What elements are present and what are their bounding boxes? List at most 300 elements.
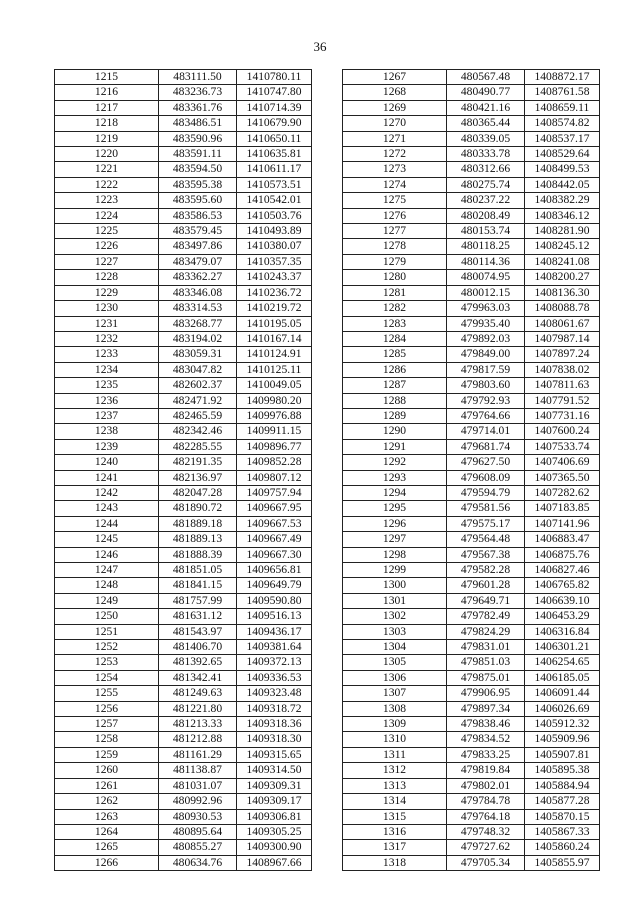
table-row [55, 224, 312, 239]
table-row [343, 485, 600, 500]
point-number-cell: 1236 [55, 393, 159, 408]
table-row [343, 563, 600, 578]
table-row [343, 224, 600, 239]
table-row [343, 470, 600, 485]
x-coordinate-cell: 479627.50 [447, 455, 525, 470]
y-coordinate-cell: 1410542.01 [237, 193, 312, 208]
x-coordinate-cell: 481031.07 [159, 778, 237, 793]
y-coordinate-cell: 1408200.27 [525, 270, 600, 285]
point-number-cell: 1276 [343, 208, 447, 223]
table-row [55, 347, 312, 362]
point-number-cell: 1255 [55, 686, 159, 701]
table-row [343, 655, 600, 670]
table-row [343, 424, 600, 439]
y-coordinate-cell: 1409314.50 [237, 763, 312, 778]
point-number-cell: 1264 [55, 824, 159, 839]
x-coordinate-cell: 482602.37 [159, 378, 237, 393]
table-row [55, 532, 312, 547]
y-coordinate-cell: 1408281.90 [525, 224, 600, 239]
point-number-cell: 1234 [55, 362, 159, 377]
table-row [343, 547, 600, 562]
table-row [343, 254, 600, 269]
x-coordinate-cell: 480114.36 [447, 254, 525, 269]
point-number-cell: 1237 [55, 408, 159, 423]
table-row [55, 439, 312, 454]
x-coordinate-cell: 481757.99 [159, 593, 237, 608]
point-number-cell: 1317 [343, 840, 447, 855]
point-number-cell: 1292 [343, 455, 447, 470]
x-coordinate-cell: 479819.84 [447, 763, 525, 778]
x-coordinate-cell: 480567.48 [447, 70, 525, 85]
point-number-cell: 1247 [55, 563, 159, 578]
x-coordinate-cell: 480855.27 [159, 840, 237, 855]
y-coordinate-cell: 1409656.81 [237, 563, 312, 578]
x-coordinate-cell: 480208.49 [447, 208, 525, 223]
table-row [55, 85, 312, 100]
x-coordinate-cell: 483268.77 [159, 316, 237, 331]
y-coordinate-cell: 1409590.80 [237, 593, 312, 608]
point-number-cell: 1281 [343, 285, 447, 300]
point-number-cell: 1251 [55, 624, 159, 639]
y-coordinate-cell: 1406639.10 [525, 593, 600, 608]
table-row [55, 455, 312, 470]
y-coordinate-cell: 1407406.69 [525, 455, 600, 470]
y-coordinate-cell: 1407791.52 [525, 393, 600, 408]
y-coordinate-cell: 1408574.82 [525, 116, 600, 131]
table-row [343, 732, 600, 747]
y-coordinate-cell: 1405867.33 [525, 824, 600, 839]
y-coordinate-cell: 1409315.65 [237, 747, 312, 762]
table-row [55, 70, 312, 85]
y-coordinate-cell: 1408659.11 [525, 100, 600, 115]
table-row [55, 609, 312, 624]
table-row [55, 516, 312, 531]
x-coordinate-cell: 482465.59 [159, 408, 237, 423]
x-coordinate-cell: 479817.59 [447, 362, 525, 377]
point-number-cell: 1223 [55, 193, 159, 208]
x-coordinate-cell: 480333.78 [447, 147, 525, 162]
table-row [55, 331, 312, 346]
point-number-cell: 1316 [343, 824, 447, 839]
x-coordinate-cell: 483586.53 [159, 208, 237, 223]
y-coordinate-cell: 1406254.65 [525, 655, 600, 670]
y-coordinate-cell: 1407811.63 [525, 378, 600, 393]
point-number-cell: 1309 [343, 717, 447, 732]
y-coordinate-cell: 1406875.76 [525, 547, 600, 562]
table-row [343, 717, 600, 732]
point-number-cell: 1228 [55, 270, 159, 285]
y-coordinate-cell: 1408537.17 [525, 131, 600, 146]
table-row [343, 578, 600, 593]
table-row [343, 208, 600, 223]
table-row [343, 794, 600, 809]
point-number-cell: 1312 [343, 763, 447, 778]
point-number-cell: 1296 [343, 516, 447, 531]
y-coordinate-cell: 1409667.49 [237, 532, 312, 547]
point-number-cell: 1229 [55, 285, 159, 300]
point-number-cell: 1233 [55, 347, 159, 362]
table-row [343, 408, 600, 423]
y-coordinate-cell: 1407600.24 [525, 424, 600, 439]
y-coordinate-cell: 1408382.29 [525, 193, 600, 208]
x-coordinate-cell: 480012.15 [447, 285, 525, 300]
point-number-cell: 1246 [55, 547, 159, 562]
y-coordinate-cell: 1405909.96 [525, 732, 600, 747]
y-coordinate-cell: 1407731.16 [525, 408, 600, 423]
table-row [343, 270, 600, 285]
point-number-cell: 1216 [55, 85, 159, 100]
x-coordinate-cell: 479601.28 [447, 578, 525, 593]
point-number-cell: 1285 [343, 347, 447, 362]
point-number-cell: 1268 [343, 85, 447, 100]
point-number-cell: 1278 [343, 239, 447, 254]
point-number-cell: 1265 [55, 840, 159, 855]
point-number-cell: 1218 [55, 116, 159, 131]
table-row [55, 778, 312, 793]
point-number-cell: 1266 [55, 855, 159, 870]
table-row [55, 655, 312, 670]
x-coordinate-cell: 479834.52 [447, 732, 525, 747]
table-row [55, 239, 312, 254]
table-row [55, 424, 312, 439]
x-coordinate-cell: 480421.16 [447, 100, 525, 115]
table-row [343, 670, 600, 685]
point-number-cell: 1224 [55, 208, 159, 223]
y-coordinate-cell: 1406026.69 [525, 701, 600, 716]
point-number-cell: 1298 [343, 547, 447, 562]
y-coordinate-cell: 1407533.74 [525, 439, 600, 454]
y-coordinate-cell: 1406765.82 [525, 578, 600, 593]
y-coordinate-cell: 1410049.05 [237, 378, 312, 393]
x-coordinate-cell: 481543.97 [159, 624, 237, 639]
point-number-cell: 1286 [343, 362, 447, 377]
y-coordinate-cell: 1410493.89 [237, 224, 312, 239]
y-coordinate-cell: 1409667.95 [237, 501, 312, 516]
x-coordinate-cell: 479802.01 [447, 778, 525, 793]
x-coordinate-cell: 480153.74 [447, 224, 525, 239]
x-coordinate-cell: 481631.12 [159, 609, 237, 624]
point-number-cell: 1249 [55, 593, 159, 608]
table-row [55, 470, 312, 485]
table-row [343, 824, 600, 839]
table-row [55, 362, 312, 377]
x-coordinate-cell: 480634.76 [159, 855, 237, 870]
x-coordinate-cell: 479824.29 [447, 624, 525, 639]
table-row [343, 747, 600, 762]
point-number-cell: 1222 [55, 177, 159, 192]
point-number-cell: 1289 [343, 408, 447, 423]
x-coordinate-cell: 483346.08 [159, 285, 237, 300]
table-row [55, 254, 312, 269]
y-coordinate-cell: 1405855.97 [525, 855, 600, 870]
y-coordinate-cell: 1407838.02 [525, 362, 600, 377]
table-row [55, 855, 312, 870]
point-number-cell: 1291 [343, 439, 447, 454]
point-number-cell: 1269 [343, 100, 447, 115]
table-row [343, 193, 600, 208]
x-coordinate-cell: 483594.50 [159, 162, 237, 177]
x-coordinate-cell: 483590.96 [159, 131, 237, 146]
x-coordinate-cell: 482471.92 [159, 393, 237, 408]
x-coordinate-cell: 481841.15 [159, 578, 237, 593]
x-coordinate-cell: 479838.46 [447, 717, 525, 732]
x-coordinate-cell: 483486.51 [159, 116, 237, 131]
point-number-cell: 1238 [55, 424, 159, 439]
y-coordinate-cell: 1410380.07 [237, 239, 312, 254]
table-row [343, 177, 600, 192]
x-coordinate-cell: 479681.74 [447, 439, 525, 454]
point-number-cell: 1302 [343, 609, 447, 624]
table-row [343, 778, 600, 793]
y-coordinate-cell: 1409649.79 [237, 578, 312, 593]
x-coordinate-cell: 481889.18 [159, 516, 237, 531]
x-coordinate-cell: 480275.74 [447, 177, 525, 192]
y-coordinate-cell: 1405877.28 [525, 794, 600, 809]
table-row [343, 239, 600, 254]
y-coordinate-cell: 1406316.84 [525, 624, 600, 639]
y-coordinate-cell: 1407141.96 [525, 516, 600, 531]
y-coordinate-cell: 1409381.64 [237, 640, 312, 655]
point-number-cell: 1314 [343, 794, 447, 809]
y-coordinate-cell: 1405860.24 [525, 840, 600, 855]
y-coordinate-cell: 1409306.81 [237, 809, 312, 824]
y-coordinate-cell: 1409896.77 [237, 439, 312, 454]
y-coordinate-cell: 1407282.62 [525, 485, 600, 500]
y-coordinate-cell: 1408529.64 [525, 147, 600, 162]
x-coordinate-cell: 483362.27 [159, 270, 237, 285]
y-coordinate-cell: 1409976.88 [237, 408, 312, 423]
point-number-cell: 1277 [343, 224, 447, 239]
point-number-cell: 1280 [343, 270, 447, 285]
y-coordinate-cell: 1410747.80 [237, 85, 312, 100]
y-coordinate-cell: 1409667.30 [237, 547, 312, 562]
point-number-cell: 1262 [55, 794, 159, 809]
x-coordinate-cell: 481213.33 [159, 717, 237, 732]
x-coordinate-cell: 480312.66 [447, 162, 525, 177]
table-row [55, 116, 312, 131]
table-row [343, 70, 600, 85]
table-row [55, 670, 312, 685]
table-row [55, 316, 312, 331]
point-number-cell: 1215 [55, 70, 159, 85]
table-row [343, 501, 600, 516]
point-number-cell: 1282 [343, 301, 447, 316]
table-row [55, 301, 312, 316]
x-coordinate-cell: 483591.11 [159, 147, 237, 162]
y-coordinate-cell: 1410780.11 [237, 70, 312, 85]
point-number-cell: 1254 [55, 670, 159, 685]
x-coordinate-cell: 479581.56 [447, 501, 525, 516]
point-number-cell: 1299 [343, 563, 447, 578]
point-number-cell: 1275 [343, 193, 447, 208]
x-coordinate-cell: 483314.53 [159, 301, 237, 316]
y-coordinate-cell: 1409667.53 [237, 516, 312, 531]
x-coordinate-cell: 479567.38 [447, 547, 525, 562]
y-coordinate-cell: 1409318.30 [237, 732, 312, 747]
point-number-cell: 1311 [343, 747, 447, 762]
point-number-cell: 1241 [55, 470, 159, 485]
point-number-cell: 1225 [55, 224, 159, 239]
point-number-cell: 1258 [55, 732, 159, 747]
point-number-cell: 1270 [343, 116, 447, 131]
x-coordinate-cell: 480490.77 [447, 85, 525, 100]
table-row [55, 578, 312, 593]
table-row [55, 393, 312, 408]
y-coordinate-cell: 1410503.76 [237, 208, 312, 223]
y-coordinate-cell: 1410635.81 [237, 147, 312, 162]
x-coordinate-cell: 479833.25 [447, 747, 525, 762]
table-row [343, 285, 600, 300]
y-coordinate-cell: 1407987.14 [525, 331, 600, 346]
x-coordinate-cell: 480930.53 [159, 809, 237, 824]
y-coordinate-cell: 1410124.91 [237, 347, 312, 362]
y-coordinate-cell: 1409807.12 [237, 470, 312, 485]
point-number-cell: 1248 [55, 578, 159, 593]
table-row [55, 563, 312, 578]
y-coordinate-cell: 1409300.90 [237, 840, 312, 855]
x-coordinate-cell: 479935.40 [447, 316, 525, 331]
x-coordinate-cell: 479564.48 [447, 532, 525, 547]
table-row [55, 285, 312, 300]
table-row [55, 763, 312, 778]
point-number-cell: 1256 [55, 701, 159, 716]
y-coordinate-cell: 1410611.17 [237, 162, 312, 177]
x-coordinate-cell: 479784.78 [447, 794, 525, 809]
point-number-cell: 1310 [343, 732, 447, 747]
table-row [343, 378, 600, 393]
y-coordinate-cell: 1408241.08 [525, 254, 600, 269]
point-number-cell: 1297 [343, 532, 447, 547]
y-coordinate-cell: 1406883.47 [525, 532, 600, 547]
x-coordinate-cell: 479575.17 [447, 516, 525, 531]
point-number-cell: 1304 [343, 640, 447, 655]
x-coordinate-cell: 481212.88 [159, 732, 237, 747]
x-coordinate-cell: 480992.96 [159, 794, 237, 809]
table-row [55, 732, 312, 747]
y-coordinate-cell: 1408442.05 [525, 177, 600, 192]
point-number-cell: 1308 [343, 701, 447, 716]
y-coordinate-cell: 1409372.13 [237, 655, 312, 670]
x-coordinate-cell: 479963.03 [447, 301, 525, 316]
y-coordinate-cell: 1409436.17 [237, 624, 312, 639]
table-row [55, 624, 312, 639]
y-coordinate-cell: 1409309.31 [237, 778, 312, 793]
point-number-cell: 1252 [55, 640, 159, 655]
point-number-cell: 1232 [55, 331, 159, 346]
y-coordinate-cell: 1408967.66 [237, 855, 312, 870]
y-coordinate-cell: 1409980.20 [237, 393, 312, 408]
point-number-cell: 1272 [343, 147, 447, 162]
table-row [55, 485, 312, 500]
y-coordinate-cell: 1410679.90 [237, 116, 312, 131]
x-coordinate-cell: 479714.01 [447, 424, 525, 439]
y-coordinate-cell: 1408061.67 [525, 316, 600, 331]
x-coordinate-cell: 482342.46 [159, 424, 237, 439]
y-coordinate-cell: 1410125.11 [237, 362, 312, 377]
point-number-cell: 1221 [55, 162, 159, 177]
table-row [343, 455, 600, 470]
coordinate-table-left [54, 69, 312, 871]
point-number-cell: 1279 [343, 254, 447, 269]
y-coordinate-cell: 1406301.21 [525, 640, 600, 655]
x-coordinate-cell: 480118.25 [447, 239, 525, 254]
x-coordinate-cell: 481138.87 [159, 763, 237, 778]
point-number-cell: 1239 [55, 439, 159, 454]
x-coordinate-cell: 479705.34 [447, 855, 525, 870]
x-coordinate-cell: 479782.49 [447, 609, 525, 624]
y-coordinate-cell: 1405884.94 [525, 778, 600, 793]
y-coordinate-cell: 1405895.38 [525, 763, 600, 778]
point-number-cell: 1313 [343, 778, 447, 793]
y-coordinate-cell: 1409318.36 [237, 717, 312, 732]
x-coordinate-cell: 481249.63 [159, 686, 237, 701]
table-row [343, 840, 600, 855]
table-row [55, 809, 312, 824]
y-coordinate-cell: 1409323.48 [237, 686, 312, 701]
table-row [343, 331, 600, 346]
point-number-cell: 1217 [55, 100, 159, 115]
y-coordinate-cell: 1408499.53 [525, 162, 600, 177]
x-coordinate-cell: 481406.70 [159, 640, 237, 655]
point-number-cell: 1231 [55, 316, 159, 331]
table-row [55, 208, 312, 223]
point-number-cell: 1294 [343, 485, 447, 500]
y-coordinate-cell: 1410219.72 [237, 301, 312, 316]
point-number-cell: 1263 [55, 809, 159, 824]
point-number-cell: 1257 [55, 717, 159, 732]
table-row [343, 516, 600, 531]
x-coordinate-cell: 481221.80 [159, 701, 237, 716]
y-coordinate-cell: 1406453.29 [525, 609, 600, 624]
point-number-cell: 1301 [343, 593, 447, 608]
y-coordinate-cell: 1408761.58 [525, 85, 600, 100]
table-row [343, 393, 600, 408]
table-row [55, 824, 312, 839]
x-coordinate-cell: 479608.09 [447, 470, 525, 485]
x-coordinate-cell: 479764.18 [447, 809, 525, 824]
y-coordinate-cell: 1408872.17 [525, 70, 600, 85]
y-coordinate-cell: 1410236.72 [237, 285, 312, 300]
point-number-cell: 1274 [343, 177, 447, 192]
y-coordinate-cell: 1407897.24 [525, 347, 600, 362]
table-row [55, 193, 312, 208]
x-coordinate-cell: 480237.22 [447, 193, 525, 208]
table-row [343, 347, 600, 362]
x-coordinate-cell: 481161.29 [159, 747, 237, 762]
point-number-cell: 1242 [55, 485, 159, 500]
point-number-cell: 1244 [55, 516, 159, 531]
x-coordinate-cell: 483595.38 [159, 177, 237, 192]
table-row [343, 131, 600, 146]
x-coordinate-cell: 483595.60 [159, 193, 237, 208]
table-row [343, 147, 600, 162]
x-coordinate-cell: 479849.00 [447, 347, 525, 362]
point-number-cell: 1307 [343, 686, 447, 701]
table-row [343, 701, 600, 716]
table-row [55, 162, 312, 177]
y-coordinate-cell: 1409852.28 [237, 455, 312, 470]
table-row [343, 439, 600, 454]
point-number-cell: 1245 [55, 532, 159, 547]
y-coordinate-cell: 1409318.72 [237, 701, 312, 716]
y-coordinate-cell: 1410167.14 [237, 331, 312, 346]
x-coordinate-cell: 479831.01 [447, 640, 525, 655]
x-coordinate-cell: 481889.13 [159, 532, 237, 547]
y-coordinate-cell: 1409757.94 [237, 485, 312, 500]
table-row [343, 686, 600, 701]
x-coordinate-cell: 479851.03 [447, 655, 525, 670]
x-coordinate-cell: 482136.97 [159, 470, 237, 485]
